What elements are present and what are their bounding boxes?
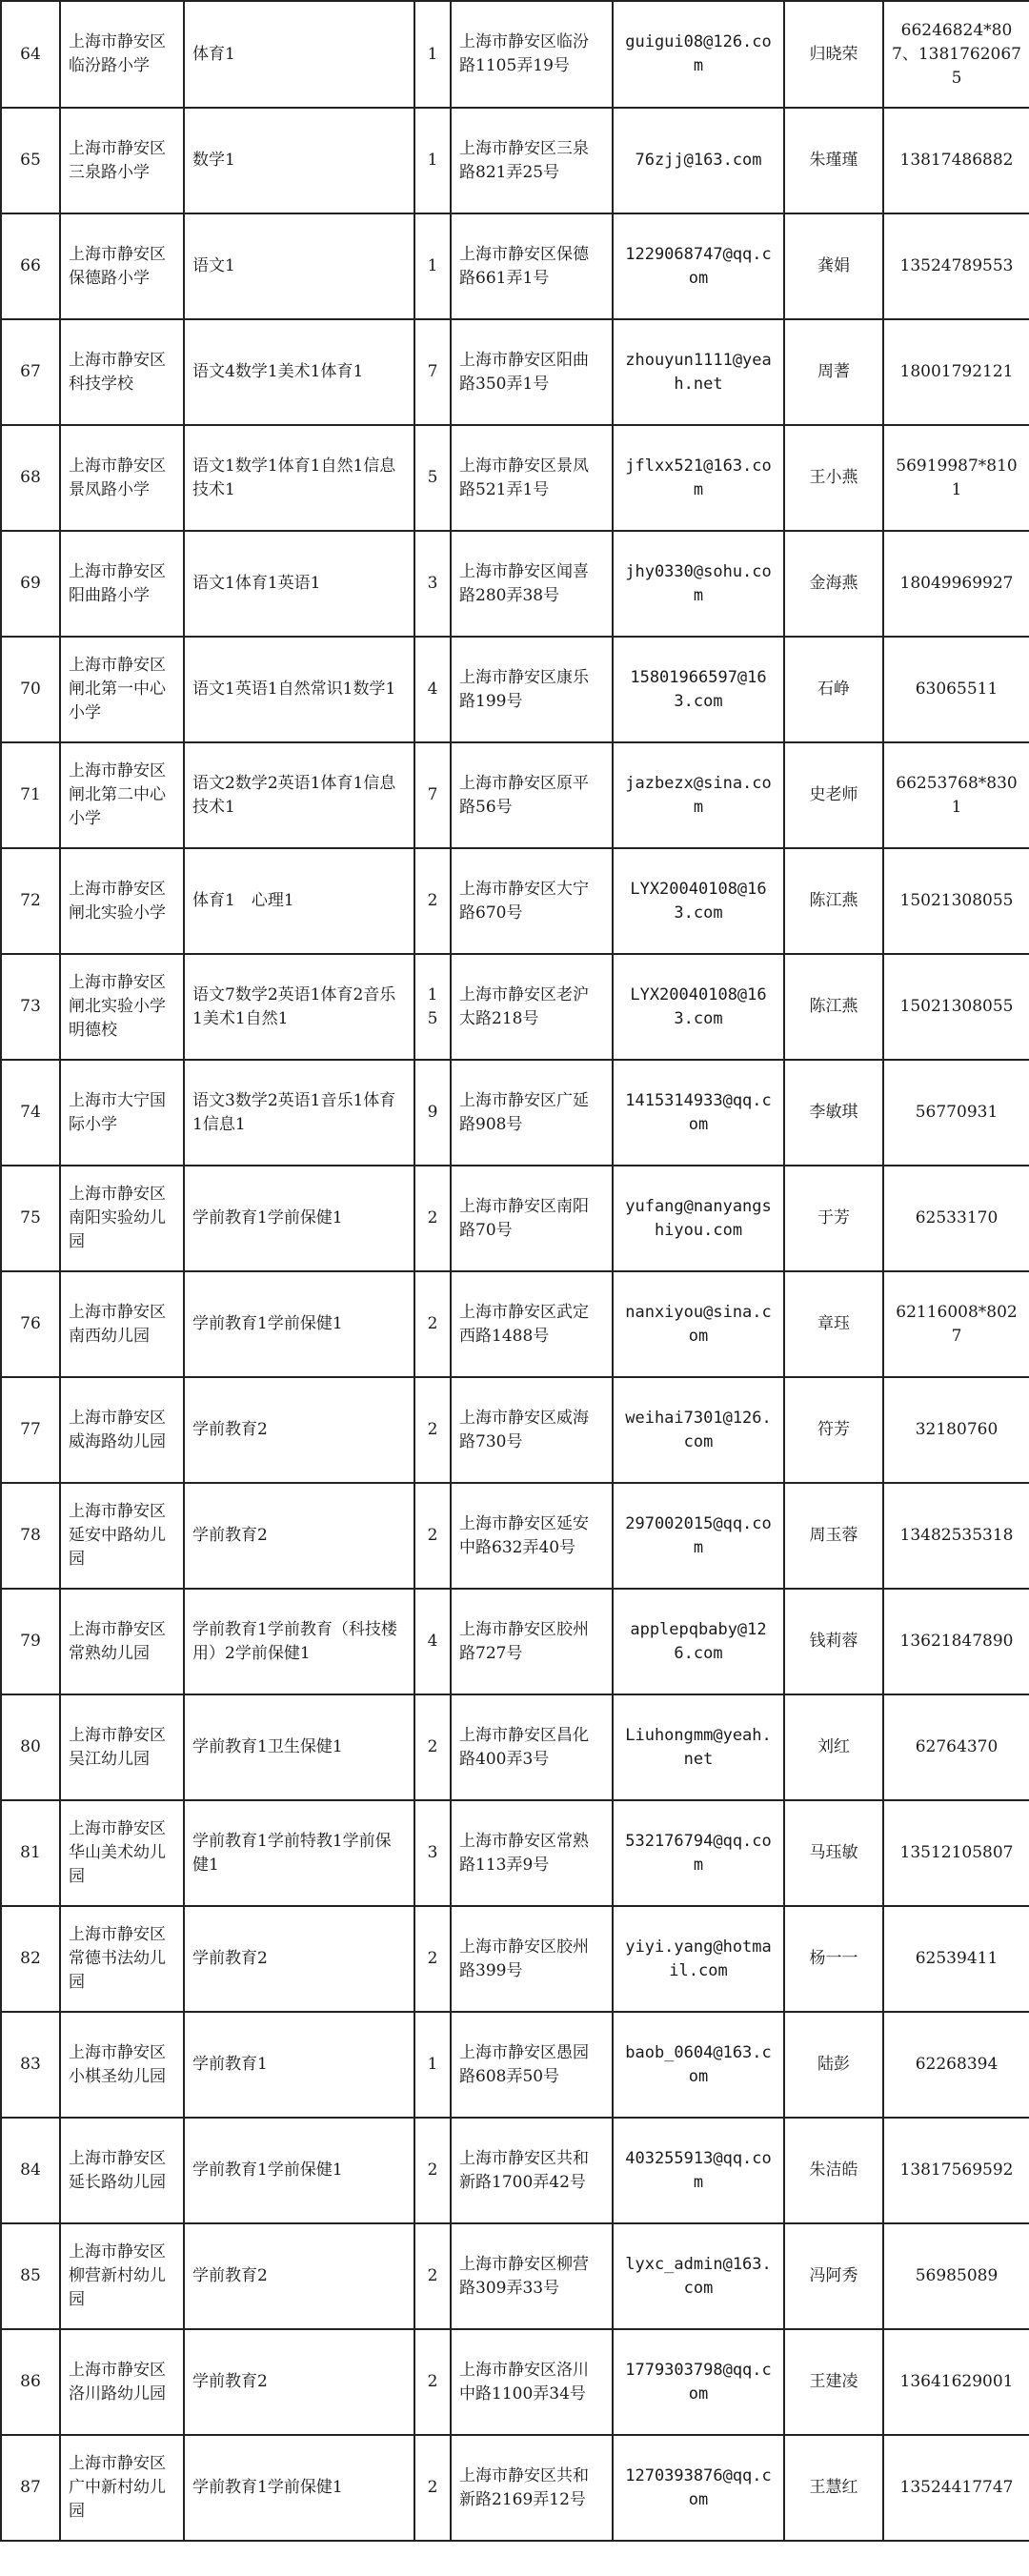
school-name: 上海市静安区闸北实验小学: [60, 848, 184, 954]
school-name: 上海市静安区阳曲路小学: [60, 531, 184, 637]
contact-person: 龚娟: [784, 213, 883, 319]
subjects: 学前教育1学前保健1: [184, 1166, 414, 1271]
contact-email: LYX20040108@163.com: [613, 954, 784, 1060]
contact-phone: 56985089: [883, 2223, 1029, 2329]
subjects: 学前教育1学前保健1: [184, 2435, 414, 2541]
subjects: 语文1: [184, 213, 414, 319]
subjects: 语文4数学1美术1体育1: [184, 319, 414, 425]
school-address: 上海市静安区广延路908号: [451, 1060, 613, 1166]
contact-email: 1229068747@qq.com: [613, 213, 784, 319]
table-row: [1, 108, 1029, 213]
school-address: 上海市静安区共和新路2169弄12号: [451, 2435, 613, 2541]
school-address: 上海市静安区原平路56号: [451, 742, 613, 848]
contact-phone: 62533170: [883, 1166, 1029, 1271]
row-number: 82: [1, 1906, 60, 2012]
subjects: 学前教育1: [184, 2012, 414, 2118]
school-name: 上海市静安区延长路幼儿园: [60, 2118, 184, 2223]
school-name: 上海市静安区闸北实验小学明德校: [60, 954, 184, 1060]
school-address: 上海市静安区共和新路1700弄42号: [451, 2118, 613, 2223]
contact-phone: 15021308055: [883, 954, 1029, 1060]
row-number: 87: [1, 2435, 60, 2541]
subjects: 学前教育2: [184, 1483, 414, 1589]
contact-person: 朱洁皓: [784, 2118, 883, 2223]
contact-person: 陈江燕: [784, 848, 883, 954]
position-count: 7: [414, 319, 451, 425]
school-address: 上海市静安区南阳路70号: [451, 1166, 613, 1271]
subjects: 体育1: [184, 1, 414, 108]
school-name: 上海市静安区柳营新村幼儿园: [60, 2223, 184, 2329]
row-number: 71: [1, 742, 60, 848]
subjects: 语文7数学2英语1体育2音乐1美术1自然1: [184, 954, 414, 1060]
row-number: 78: [1, 1483, 60, 1589]
table-row: [1, 2012, 1029, 2118]
contact-email: lyxc_admin@163.com: [613, 2223, 784, 2329]
position-count: 3: [414, 531, 451, 637]
school-address: 上海市静安区柳营路309弄33号: [451, 2223, 613, 2329]
contact-email: 297002015@qq.com: [613, 1483, 784, 1589]
contact-phone: 62764370: [883, 1694, 1029, 1800]
position-count: 4: [414, 1589, 451, 1694]
position-count: 2: [414, 2223, 451, 2329]
school-name: 上海市静安区延安中路幼儿园: [60, 1483, 184, 1589]
row-number: 86: [1, 2329, 60, 2435]
contact-email: baob_0604@163.com: [613, 2012, 784, 2118]
row-number: 70: [1, 637, 60, 742]
contact-phone: 63065511: [883, 637, 1029, 742]
contact-phone: 13524789553: [883, 213, 1029, 319]
position-count: 2: [414, 1377, 451, 1483]
table-row: [1, 425, 1029, 531]
position-count: 2: [414, 1166, 451, 1271]
contact-person: 钱莉蓉: [784, 1589, 883, 1694]
contact-person: 陆彭: [784, 2012, 883, 2118]
subjects: 学前教育2: [184, 1377, 414, 1483]
school-name: 上海市静安区常熟幼儿园: [60, 1589, 184, 1694]
school-address: 上海市静安区武定西路1488号: [451, 1271, 613, 1377]
row-number: 66: [1, 213, 60, 319]
subjects: 学前教育2: [184, 2329, 414, 2435]
subjects: 语文1数学1体育1自然1信息技术1: [184, 425, 414, 531]
table-row: [1, 848, 1029, 954]
contact-email: guigui08@126.com: [613, 1, 784, 108]
school-name: 上海市静安区临汾路小学: [60, 1, 184, 108]
position-count: 4: [414, 637, 451, 742]
subjects: 语文3数学2英语1音乐1体育1信息1: [184, 1060, 414, 1166]
contact-person: 符芳: [784, 1377, 883, 1483]
table-row: [1, 954, 1029, 1060]
school-name: 上海市静安区三泉路小学: [60, 108, 184, 213]
contact-email: 1270393876@qq.com: [613, 2435, 784, 2541]
table-row: [1, 319, 1029, 425]
row-number: 67: [1, 319, 60, 425]
contact-phone: 13512105807: [883, 1800, 1029, 1906]
subjects: 学前教育1学前保健1: [184, 2118, 414, 2223]
row-number: 81: [1, 1800, 60, 1906]
position-count: 1: [414, 2012, 451, 2118]
school-address: 上海市静安区三泉路821弄25号: [451, 108, 613, 213]
position-count: 2: [414, 1483, 451, 1589]
row-number: 72: [1, 848, 60, 954]
subjects: 学前教育2: [184, 2223, 414, 2329]
contact-phone: 18049969927: [883, 531, 1029, 637]
contact-person: 陈江燕: [784, 954, 883, 1060]
school-name: 上海市静安区南西幼儿园: [60, 1271, 184, 1377]
school-name: 上海市静安区南阳实验幼儿园: [60, 1166, 184, 1271]
row-number: 65: [1, 108, 60, 213]
subjects: 体育1 心理1: [184, 848, 414, 954]
contact-phone: 56919987*8101: [883, 425, 1029, 531]
contact-email: 1779303798@qq.com: [613, 2329, 784, 2435]
row-number: 85: [1, 2223, 60, 2329]
contact-person: 李敏琪: [784, 1060, 883, 1166]
table-row: [1, 2118, 1029, 2223]
contact-phone: 13817569592: [883, 2118, 1029, 2223]
contact-person: 史老师: [784, 742, 883, 848]
contact-email: LYX20040108@163.com: [613, 848, 784, 954]
subjects: 语文1英语1自然常识1数学1: [184, 637, 414, 742]
table-row: [1, 531, 1029, 637]
subjects: 数学1: [184, 108, 414, 213]
contact-phone: 13524417747: [883, 2435, 1029, 2541]
row-number: 64: [1, 1, 60, 108]
school-address: 上海市静安区威海路730号: [451, 1377, 613, 1483]
position-count: 2: [414, 2118, 451, 2223]
contact-person: 归晓荣: [784, 1, 883, 108]
table-row: [1, 1694, 1029, 1800]
position-count: 1: [414, 213, 451, 319]
position-count: 7: [414, 742, 451, 848]
school-address: 上海市静安区大宁路670号: [451, 848, 613, 954]
school-address: 上海市静安区胶州路399号: [451, 1906, 613, 2012]
contact-phone: 62268394: [883, 2012, 1029, 2118]
position-count: 2: [414, 1271, 451, 1377]
position-count: 1: [414, 108, 451, 213]
contact-phone: 66246824*807、13817620675: [883, 1, 1029, 108]
school-address: 上海市静安区闻喜路280弄38号: [451, 531, 613, 637]
table-row: [1, 1271, 1029, 1377]
table-row: [1, 1589, 1029, 1694]
table-row: [1, 742, 1029, 848]
row-number: 84: [1, 2118, 60, 2223]
school-name: 上海市静安区闸北第二中心小学: [60, 742, 184, 848]
table-row: [1, 2329, 1029, 2435]
row-number: 74: [1, 1060, 60, 1166]
contact-email: weihai7301@126.com: [613, 1377, 784, 1483]
contact-phone: 18001792121: [883, 319, 1029, 425]
contact-email: yiyi.yang@hotmail.com: [613, 1906, 784, 2012]
school-address: 上海市静安区愚园路608弄50号: [451, 2012, 613, 2118]
contact-email: jhy0330@sohu.com: [613, 531, 784, 637]
contact-person: 马珏敏: [784, 1800, 883, 1906]
school-name: 上海市静安区闸北第一中心小学: [60, 637, 184, 742]
school-name: 上海市静安区华山美术幼儿园: [60, 1800, 184, 1906]
school-name: 上海市静安区洛川路幼儿园: [60, 2329, 184, 2435]
contact-email: 76zjj@163.com: [613, 108, 784, 213]
contact-person: 王建凌: [784, 2329, 883, 2435]
contact-person: 王小燕: [784, 425, 883, 531]
row-number: 76: [1, 1271, 60, 1377]
position-count: 2: [414, 2329, 451, 2435]
table-row: [1, 1906, 1029, 2012]
contact-phone: 15021308055: [883, 848, 1029, 954]
row-number: 83: [1, 2012, 60, 2118]
row-number: 73: [1, 954, 60, 1060]
subjects: 语文1体育1英语1: [184, 531, 414, 637]
contact-email: jflxx521@163.com: [613, 425, 784, 531]
subjects: 语文2数学2英语1体育1信息技术1: [184, 742, 414, 848]
school-name: 上海市大宁国际小学: [60, 1060, 184, 1166]
row-number: 69: [1, 531, 60, 637]
contact-email: 1415314933@qq.com: [613, 1060, 784, 1166]
table-row: [1, 637, 1029, 742]
subjects: 学前教育1学前教育（科技楼用）2学前保健1: [184, 1589, 414, 1694]
contact-phone: 13482535318: [883, 1483, 1029, 1589]
contact-phone: 62116008*8027: [883, 1271, 1029, 1377]
contact-person: 石峥: [784, 637, 883, 742]
contact-email: zhouyun1111@yeah.net: [613, 319, 784, 425]
contact-person: 刘红: [784, 1694, 883, 1800]
contact-person: 杨一一: [784, 1906, 883, 2012]
contact-email: Liuhongmm@yeah.net: [613, 1694, 784, 1800]
row-number: 77: [1, 1377, 60, 1483]
contact-person: 冯阿秀: [784, 2223, 883, 2329]
position-count: 3: [414, 1800, 451, 1906]
school-address: 上海市静安区老沪太路218号: [451, 954, 613, 1060]
contact-phone: 13641629001: [883, 2329, 1029, 2435]
contact-phone: 32180760: [883, 1377, 1029, 1483]
contact-email: 403255913@qq.com: [613, 2118, 784, 2223]
school-name: 上海市静安区科技学校: [60, 319, 184, 425]
contact-phone: 66253768*8301: [883, 742, 1029, 848]
table-row: [1, 1377, 1029, 1483]
school-name: 上海市静安区保德路小学: [60, 213, 184, 319]
contact-person: 周蓍: [784, 319, 883, 425]
table-row: [1, 1, 1029, 108]
table-row: [1, 213, 1029, 319]
school-name: 上海市静安区威海路幼儿园: [60, 1377, 184, 1483]
table-body: [1, 1, 1029, 2541]
school-name: 上海市静安区常德书法幼儿园: [60, 1906, 184, 2012]
school-address: 上海市静安区延安中路632弄40号: [451, 1483, 613, 1589]
school-name: 上海市静安区广中新村幼儿园: [60, 2435, 184, 2541]
subjects: 学前教育1卫生保健1: [184, 1694, 414, 1800]
subjects: 学前教育2: [184, 1906, 414, 2012]
row-number: 80: [1, 1694, 60, 1800]
contact-person: 周玉蓉: [784, 1483, 883, 1589]
school-address: 上海市静安区保德路661弄1号: [451, 213, 613, 319]
position-count: 9: [414, 1060, 451, 1166]
position-count: 2: [414, 2435, 451, 2541]
school-address: 上海市静安区洛川中路1100弄34号: [451, 2329, 613, 2435]
contact-phone: 56770931: [883, 1060, 1029, 1166]
school-address: 上海市静安区胶州路727号: [451, 1589, 613, 1694]
subjects: 学前教育1学前保健1: [184, 1271, 414, 1377]
table-row: [1, 1166, 1029, 1271]
position-count: 2: [414, 1906, 451, 2012]
table-row: [1, 1483, 1029, 1589]
contact-person: 章珏: [784, 1271, 883, 1377]
school-address: 上海市静安区昌化路400弄3号: [451, 1694, 613, 1800]
contact-phone: 62539411: [883, 1906, 1029, 2012]
school-address: 上海市静安区临汾路1105弄19号: [451, 1, 613, 108]
position-count: 1: [414, 1, 451, 108]
contact-person: 朱瑾瑾: [784, 108, 883, 213]
row-number: 79: [1, 1589, 60, 1694]
school-address: 上海市静安区常熟路113弄9号: [451, 1800, 613, 1906]
subjects: 学前教育1学前特教1学前保健1: [184, 1800, 414, 1906]
contact-email: yufang@nanyangshiyou.com: [613, 1166, 784, 1271]
contact-email: 532176794@qq.com: [613, 1800, 784, 1906]
position-count: 15: [414, 954, 451, 1060]
school-name: 上海市静安区景凤路小学: [60, 425, 184, 531]
position-count: 2: [414, 1694, 451, 1800]
contact-email: nanxiyou@sina.com: [613, 1271, 784, 1377]
position-count: 2: [414, 848, 451, 954]
contact-email: applepqbaby@126.com: [613, 1589, 784, 1694]
school-address: 上海市静安区阳曲路350弄1号: [451, 319, 613, 425]
position-count: 5: [414, 425, 451, 531]
school-name: 上海市静安区小棋圣幼儿园: [60, 2012, 184, 2118]
table-row: [1, 1800, 1029, 1906]
contact-email: 15801966597@163.com: [613, 637, 784, 742]
table-row: [1, 2435, 1029, 2541]
row-number: 75: [1, 1166, 60, 1271]
contact-person: 王慧红: [784, 2435, 883, 2541]
contact-phone: 13817486882: [883, 108, 1029, 213]
school-name: 上海市静安区吴江幼儿园: [60, 1694, 184, 1800]
table-row: [1, 2223, 1029, 2329]
school-address: 上海市静安区康乐路199号: [451, 637, 613, 742]
row-number: 68: [1, 425, 60, 531]
table-row: [1, 1060, 1029, 1166]
contact-person: 于芳: [784, 1166, 883, 1271]
contact-email: jazbezx@sina.com: [613, 742, 784, 848]
contact-phone: 13621847890: [883, 1589, 1029, 1694]
contact-person: 金海燕: [784, 531, 883, 637]
school-address: 上海市静安区景凤路521弄1号: [451, 425, 613, 531]
